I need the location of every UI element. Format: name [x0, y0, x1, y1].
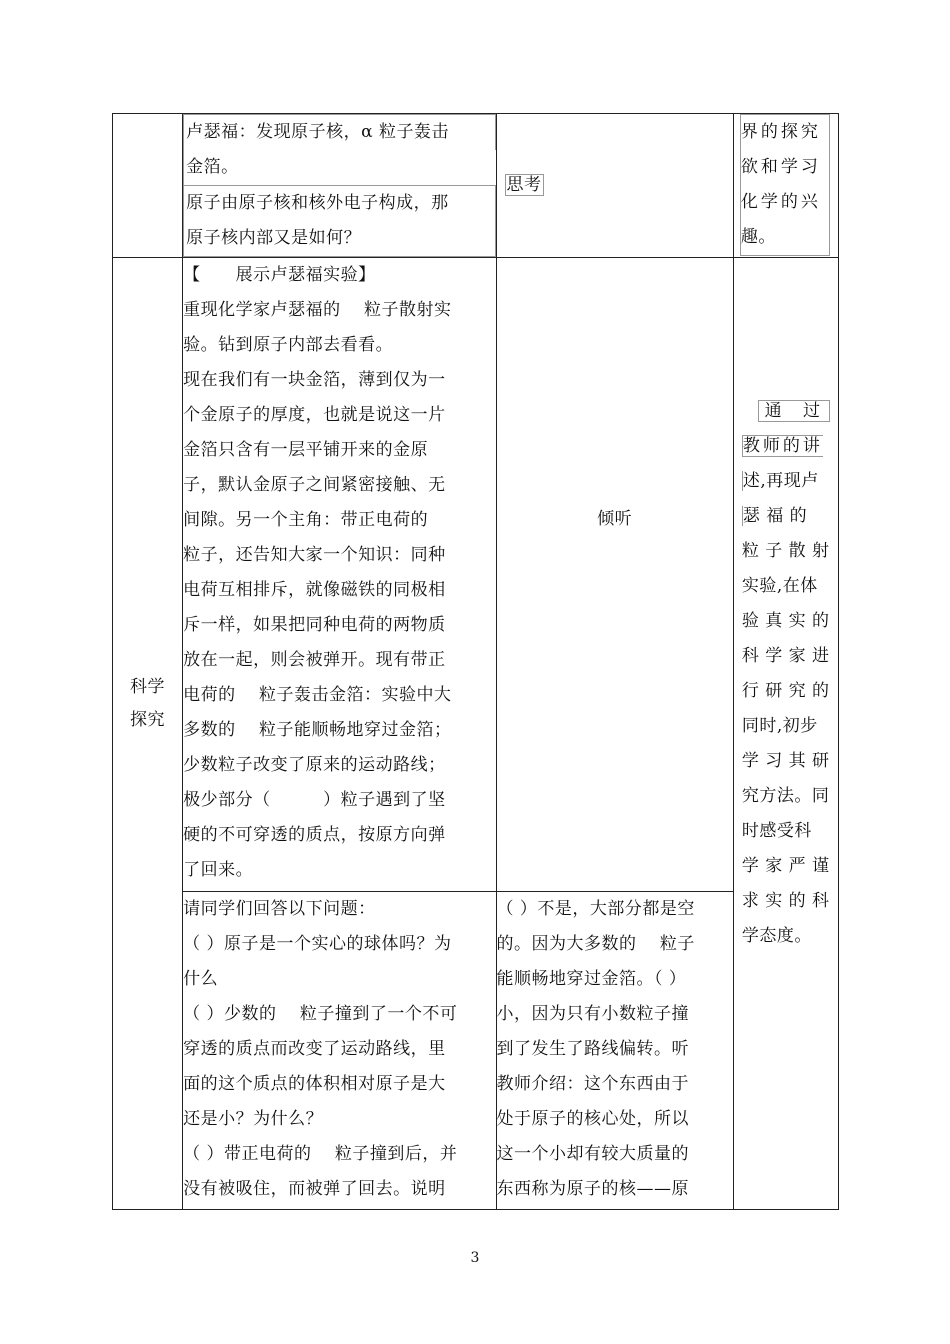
text-line: 原子核内部又是如何？ — [183, 221, 495, 257]
text-line: 求 实 的 科 — [741, 890, 830, 911]
text-line: 个金原子的厚度，也就是说这一片 — [183, 405, 446, 425]
table-row — [113, 892, 839, 1210]
page-number: 3 — [470, 1250, 480, 1266]
text-line: 到了发生了路线偏转。听 — [496, 1039, 690, 1059]
design-intent-cell — [733, 258, 838, 1210]
text-line: 处于原子的核心处，所以 — [496, 1109, 690, 1129]
teacher-activity-cell — [183, 892, 496, 1210]
section-label — [113, 671, 182, 737]
text-line: 趣。 — [740, 227, 776, 247]
text-line: 学态度。 — [741, 925, 812, 946]
text-line: 的。因为大多数的 粒子 — [496, 934, 695, 954]
text-line: 探究 — [130, 709, 166, 730]
text-line: 电荷的 粒子轰击金箔：实验中大 — [183, 685, 452, 705]
text-line: 子，默认金原子之间紧密接触、无 — [183, 475, 446, 495]
text-line: 金箔。 — [183, 150, 495, 185]
text-line: 【 展示卢瑟福实验】 — [183, 265, 376, 285]
text-line: （ ）不是，大部分都是空 — [496, 899, 695, 919]
text-line: 硬的不可穿透的质点，按原方向弹 — [183, 825, 446, 845]
design-intent-text — [740, 114, 830, 256]
text-line-box: 教师的讲 — [742, 435, 823, 456]
text-line: 放在一起，则会被弹开。现有带正 — [183, 650, 446, 670]
text-line: 东西称为原子的核——原 — [496, 1179, 690, 1199]
text-line: 欲和学习 — [740, 157, 821, 177]
teacher-activity-text — [183, 114, 495, 257]
text-line: 科 学 家 进 — [741, 645, 830, 666]
text-line: （ ）带正电荷的 粒子撞到后，并 — [183, 1144, 458, 1164]
text-line: 同时,初步 — [741, 715, 818, 736]
teacher-activity-cell — [183, 114, 496, 258]
lesson-plan-table — [112, 113, 839, 1210]
student-activity-text: 倾听 — [597, 509, 633, 529]
text-line: 请同学们回答以下问题： — [183, 899, 376, 919]
text-line: 粒子，还告知大家一个知识：同种 — [183, 545, 446, 565]
text-line: 重现化学家卢瑟福的 粒子散射实 — [183, 300, 452, 320]
text-line: 间隙。另一个主角：带正电荷的 — [183, 510, 429, 530]
text-line: 什么 — [183, 969, 219, 989]
table-row — [113, 114, 839, 258]
design-intent-cell — [733, 114, 838, 258]
teacher-activity-cell — [183, 258, 496, 892]
text-line: 究方法。同 — [741, 785, 830, 806]
text-line: 验 真 实 的 — [741, 610, 830, 631]
text-line — [742, 464, 830, 499]
text-line-box: 述,再现卢 — [742, 470, 819, 491]
text-line: 电荷互相排斥，就像磁铁的同极相 — [183, 580, 446, 600]
table-row — [113, 258, 839, 892]
text-line: 了回来。 — [183, 860, 254, 880]
text-line: 金箔只含有一层平铺开来的金原 — [183, 440, 429, 460]
text-line: 斥一样，如果把同种电荷的两物质 — [183, 615, 446, 635]
text-line: 面的这个质点的体积相对原子是大 — [183, 1074, 446, 1094]
student-activity-cell — [496, 114, 733, 258]
text-line: 化学的兴 — [740, 192, 821, 212]
text-line: 科学 — [130, 676, 166, 697]
text-line: 实验,在体 — [741, 575, 818, 596]
section-label-cell — [113, 258, 183, 1210]
text-line: 教师介绍：这个东西由于 — [496, 1074, 690, 1094]
text-line-box: 瑟 福 的 — [742, 505, 808, 526]
student-activity-cell — [496, 258, 733, 892]
text-line-box: 通 过 — [758, 400, 830, 422]
text-line: 多数的 粒子能顺畅地穿过金箔； — [183, 720, 452, 740]
text-line: 粒 子 散 射 — [741, 540, 830, 561]
text-line: 这一个小却有较大质量的 — [496, 1144, 690, 1164]
student-activity-text: 思考 — [506, 175, 542, 195]
text-line: 学 习 其 研 — [741, 750, 830, 771]
teacher-activity-text — [183, 258, 495, 888]
student-activity-cell — [496, 892, 733, 1210]
text-line: 验。钻到原子内部去看看。 — [183, 335, 394, 355]
text-line: 现在我们有一块金箔，薄到仅为一 — [183, 370, 446, 390]
text-line: （ ）少数的 粒子撞到了一个不可 — [183, 1004, 458, 1024]
text-line: 没有被吸住，而被弹了回去。说明 — [183, 1179, 446, 1199]
text-line: （ ）原子是一个实心的球体吗？为 — [183, 934, 452, 954]
student-activity-text — [497, 892, 733, 1207]
text-line: 穿透的质点而改变了运动路线，里 — [183, 1039, 446, 1059]
text-line: 极少部分（ ）粒子遇到了坚 — [183, 790, 446, 810]
text-line: 时感受科 — [741, 820, 812, 841]
text-line — [742, 429, 830, 464]
text-line: 卢瑟福：发现原子核，α 粒子轰击 — [183, 114, 495, 150]
design-intent-text — [742, 394, 830, 954]
text-line: 学 家 严 谨 — [741, 855, 830, 876]
teacher-activity-text — [183, 892, 495, 1207]
text-line: 能顺畅地穿过金箔。（ ） — [496, 969, 687, 989]
text-line: 界的探究 — [740, 122, 821, 142]
section-cell — [113, 114, 183, 258]
text-line: 小，因为只有小数粒子撞 — [496, 1004, 690, 1024]
text-line: 少数粒子改变了原来的运动路线； — [183, 755, 446, 775]
text-line — [742, 394, 830, 429]
text-line: 原子由原子核和核外电子构成，那 — [183, 185, 495, 221]
text-line — [742, 499, 830, 534]
text-line: 还是小？为什么？ — [183, 1109, 324, 1129]
text-line: 行 研 究 的 — [741, 680, 830, 701]
